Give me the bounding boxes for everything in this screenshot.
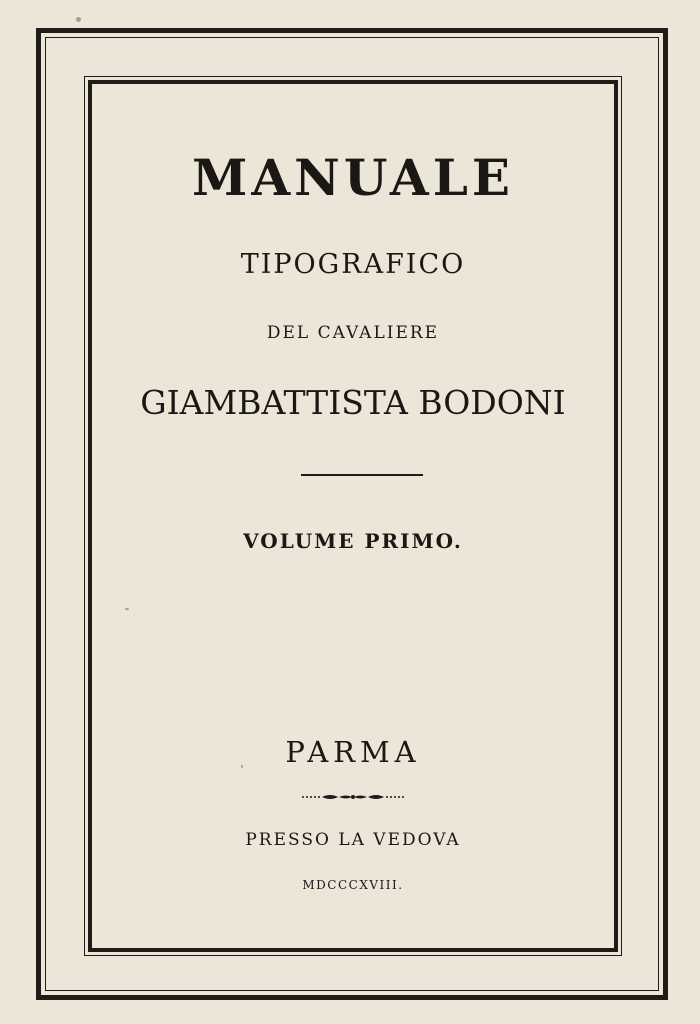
publication-year: MDCCCXVIII. — [302, 878, 404, 892]
book-subtitle: TIPOGRAFICO — [240, 249, 466, 280]
publication-city: PARMA — [285, 735, 421, 769]
paper-speck — [241, 765, 243, 768]
author-name: GIAMBATTISTA BODONI — [140, 383, 566, 422]
paper-speck — [76, 17, 81, 22]
inner-frame-border — [88, 80, 618, 952]
author-preposition: DEL CAVALIERE — [266, 323, 440, 343]
volume-label: VOLUME PRIMO. — [243, 529, 463, 553]
publisher-line: PRESSO LA VEDOVA — [245, 830, 461, 850]
divider-rule — [301, 474, 423, 476]
paper-speck — [125, 608, 129, 610]
fleuron-ornament-icon — [300, 789, 406, 805]
book-title: MANUALE — [192, 148, 514, 207]
